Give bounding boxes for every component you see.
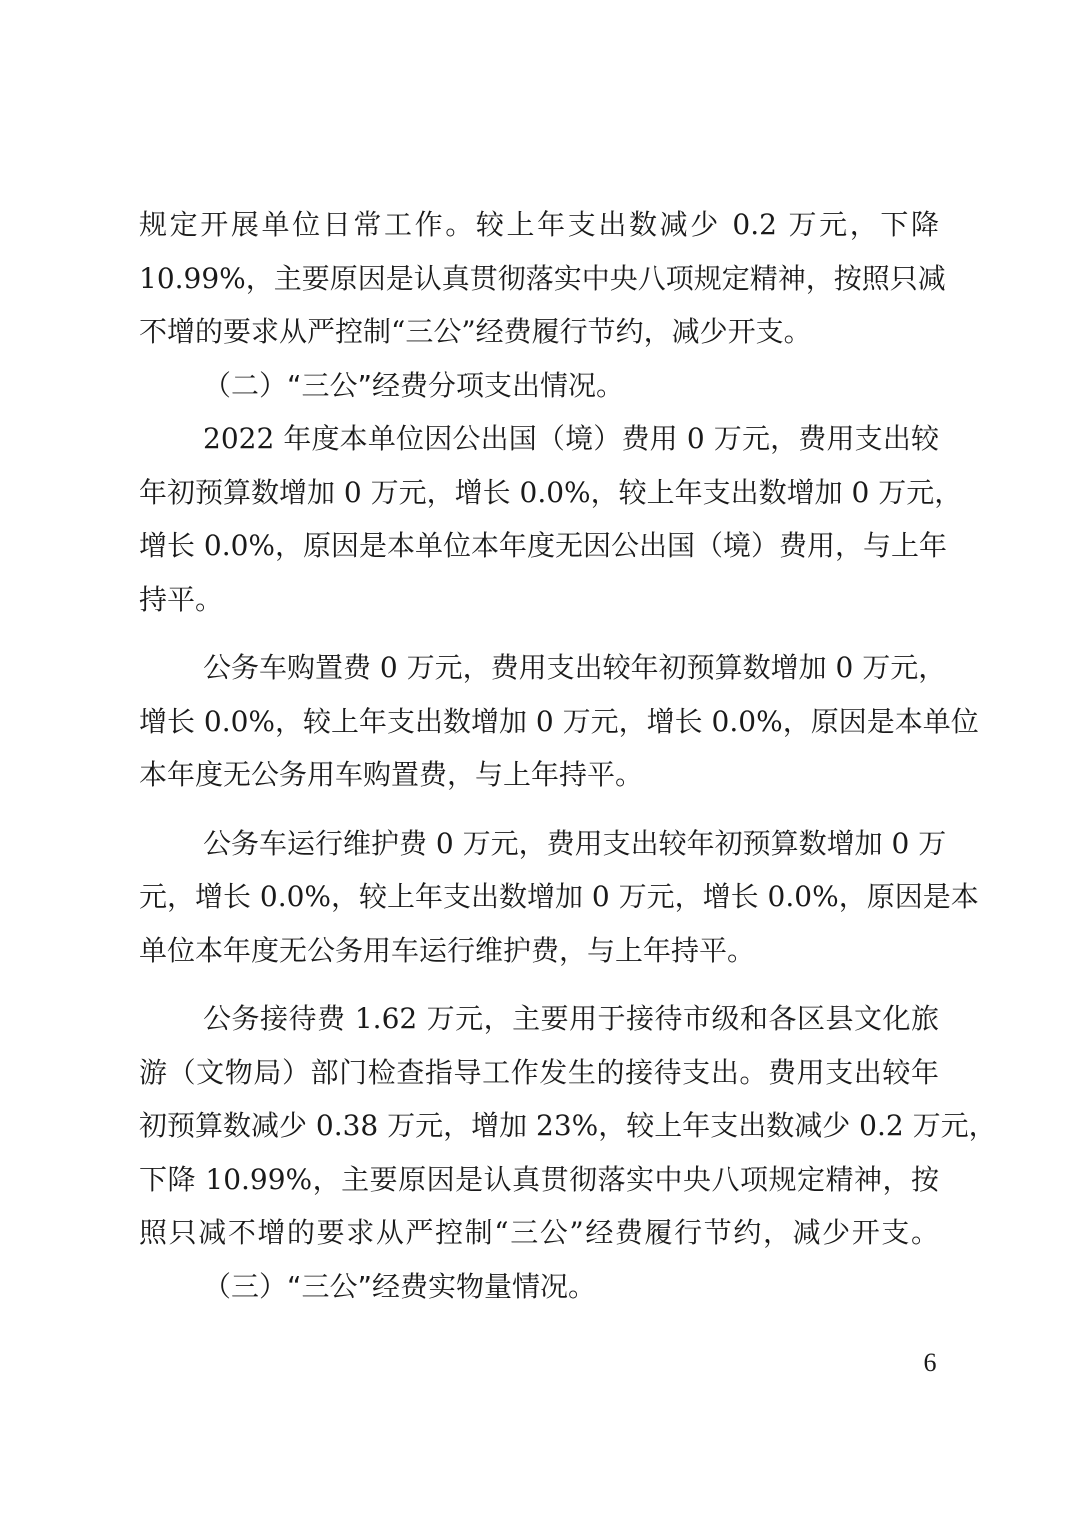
paragraph-line: 不增的要求从严控制“三公”经费履行节约，减少开支。	[139, 315, 812, 348]
paragraph-line: 公务车购置费 0 万元，费用支出较年初预算数增加 0 万元，	[203, 651, 947, 684]
paragraph-line: 游（文物局）部门检查指导工作发生的接待支出。费用支出较年	[139, 1055, 939, 1089]
section-heading-3: （三）“三公”经费实物量情况。	[203, 1269, 597, 1303]
paragraph-line: 本年度无公务用车购置费，与上年持平。	[139, 758, 644, 791]
paragraph-gap	[139, 626, 939, 641]
paragraph-line: 元，增长 0.0%，较上年支出数增加 0 万元，增长 0.0%，原因是本	[139, 880, 979, 913]
paragraph-line: 公务车运行维护费 0 万元，费用支出较年初预算数增加 0 万	[203, 826, 947, 860]
paragraph-gap	[139, 802, 939, 817]
document-body	[139, 198, 997, 1313]
paragraph-line: 下降 10.99%，主要原因是认真贯彻落实中央八项规定精神，按	[139, 1162, 939, 1196]
section-heading-2: （二）“三公”经费分项支出情况。	[203, 368, 625, 402]
paragraph-line: 2022 年度本单位因公出国（境）费用 0 万元，费用支出较	[203, 422, 939, 455]
paragraph-line: 增长 0.0%，较上年支出数增加 0 万元，增长 0.0%，原因是本单位	[139, 704, 979, 738]
paragraph-line: 10.99%，主要原因是认真贯彻落实中央八项规定精神，按照只减	[139, 261, 946, 295]
paragraph-line: 持平。	[139, 582, 224, 616]
paragraph-line: 年初预算数增加 0 万元，增长 0.0%，较上年支出数增加 0 万元，	[139, 475, 963, 509]
paragraph-line: 公务接待费 1.62 万元，主要用于接待市级和各区县文化旅	[203, 1002, 939, 1035]
paragraph-gap	[139, 977, 939, 992]
paragraph-line: 单位本年度无公务用车运行维护费，与上年持平。	[139, 933, 756, 967]
paragraph-line: 照只减不增的要求从严控制“三公”经费履行节约，减少开支。	[139, 1216, 939, 1249]
paragraph-line: 增长 0.0%，原因是本单位本年度无因公出国（境）费用，与上年	[139, 529, 948, 562]
paragraph-line: 初预算数减少 0.38 万元，增加 23%，较上年支出数减少 0.2 万元，	[139, 1109, 997, 1142]
paragraph-line: 规定开展单位日常工作。较上年支出数减少 0.2 万元，下降	[139, 208, 939, 241]
page-number: 6	[923, 1348, 937, 1377]
